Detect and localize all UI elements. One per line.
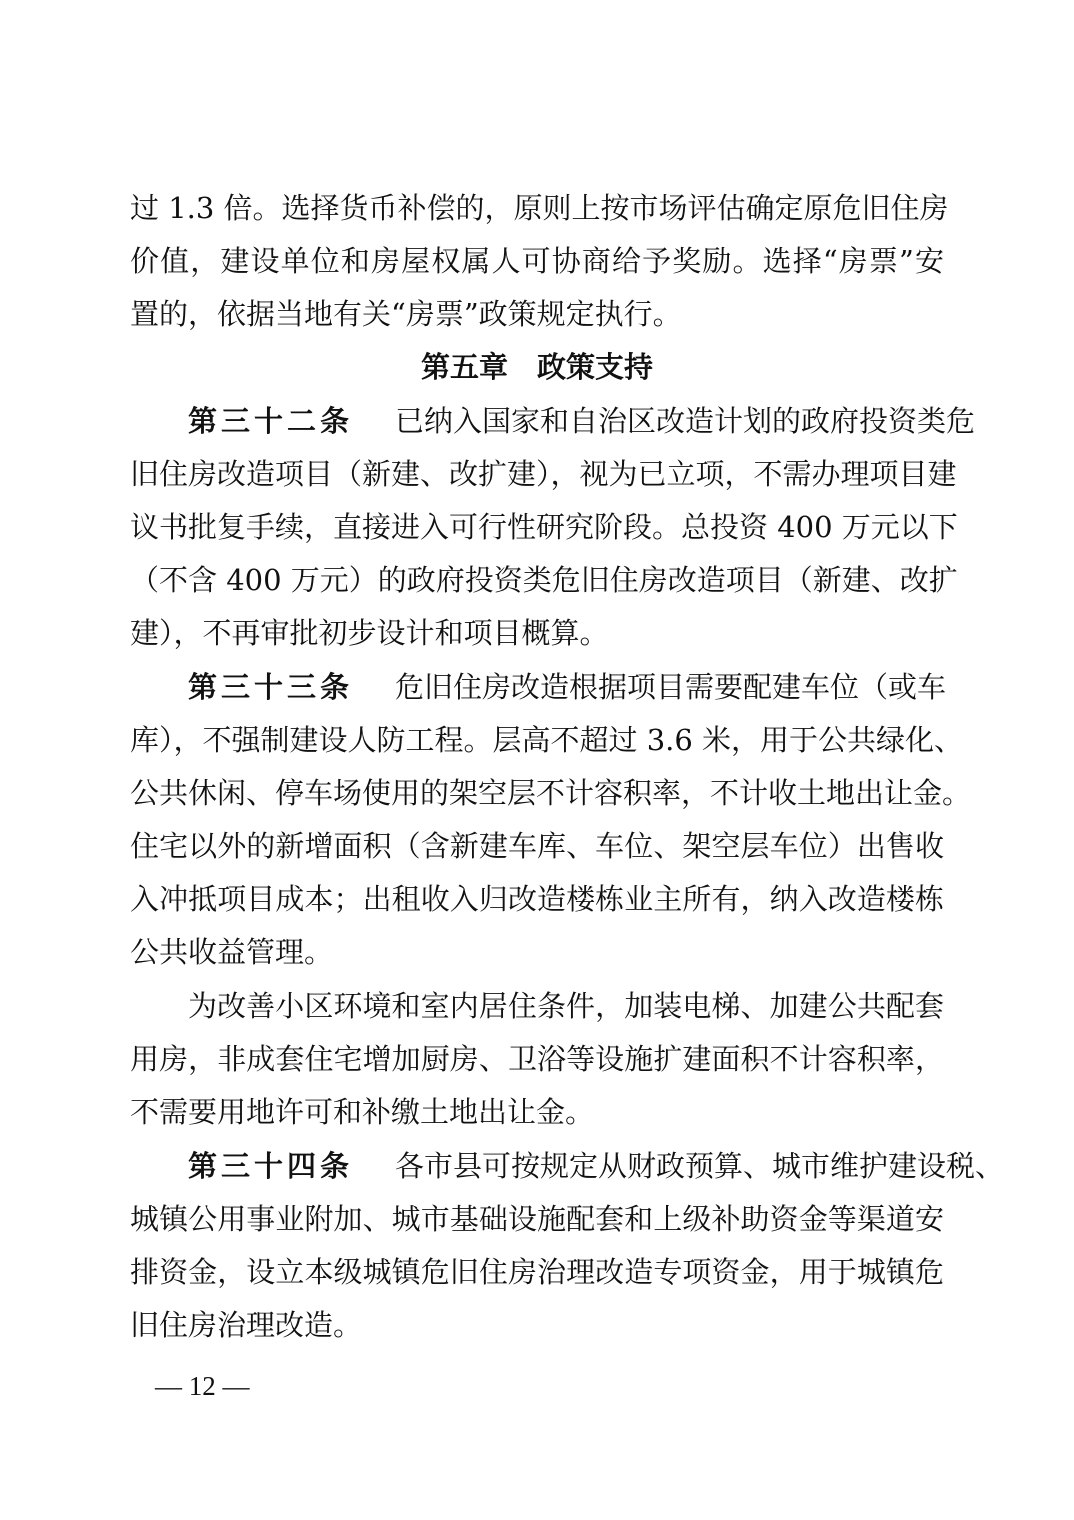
text-line: 过 1.3 倍。选择货币补偿的，原则上按市场评估确定原危旧住房 (130, 191, 949, 225)
text-line: 旧住房治理改造。 (130, 1308, 363, 1342)
article-34-text: 各市县可按规定从财政预算、城市维护建设税、 (395, 1149, 1005, 1183)
text-line: 住宅以外的新增面积（含新建车库、车位、架空层车位）出售收 (130, 829, 944, 863)
text-line: 用房，非成套住宅增加厨房、卫浴等设施扩建面积不计容积率， (130, 1042, 944, 1076)
text-line: 排资金，设立本级城镇危旧住房治理改造专项资金，用于城镇危 (130, 1255, 944, 1289)
article-33-text: 危旧住房改造根据项目需要配建车位（或车 (395, 670, 947, 704)
article-32-text: 已纳入国家和自治区改造计划的政府投资类危 (395, 404, 976, 438)
article-34-first-line (188, 1146, 1005, 1186)
text-line: 建），不再审批初步设计和项目概算。 (130, 616, 609, 650)
text-line: 不需要用地许可和补缴土地出让金。 (130, 1095, 595, 1129)
text-line: （不含 400 万元）的政府投资类危旧住房改造项目（新建、改扩 (130, 563, 958, 597)
article-33-first-line (188, 667, 947, 707)
article-33-label: 第三十三条 (188, 670, 354, 704)
text-line: 入冲抵项目成本；出租收入归改造楼栋业主所有，纳入改造楼栋 (130, 882, 944, 916)
text-line: 置的，依据当地有关“房票”政策规定执行。 (130, 297, 682, 331)
article-34-label: 第三十四条 (188, 1149, 354, 1183)
article-32-label: 第三十二条 (188, 404, 354, 438)
text-line: 为改善小区环境和室内居住条件，加装电梯、加建公共配套 (188, 989, 944, 1023)
text-line: 公共休闲、停车场使用的架空层不计容积率，不计收土地出让金。 (130, 776, 972, 810)
text-line: 城镇公用事业附加、城市基础设施配套和上级补助资金等渠道安 (130, 1202, 944, 1236)
article-32-first-line (188, 401, 976, 441)
text-line: 议书批复手续，直接进入可行性研究阶段。总投资 400 万元以下 (130, 510, 958, 544)
text-line: 旧住房改造项目（新建、改扩建），视为已立项，不需办理项目建 (130, 457, 957, 491)
text-line: 公共收益管理。 (130, 935, 334, 969)
text-line: 价值，建设单位和房屋权属人可协商给予奖励。选择“房票”安 (130, 244, 944, 278)
page-number: — 12 — (155, 1371, 250, 1401)
chapter-heading: 第五章 政策支持 (420, 350, 653, 384)
text-line: 库），不强制建设人防工程。层高不超过 3.6 米，用于公共绿化、 (130, 723, 964, 757)
